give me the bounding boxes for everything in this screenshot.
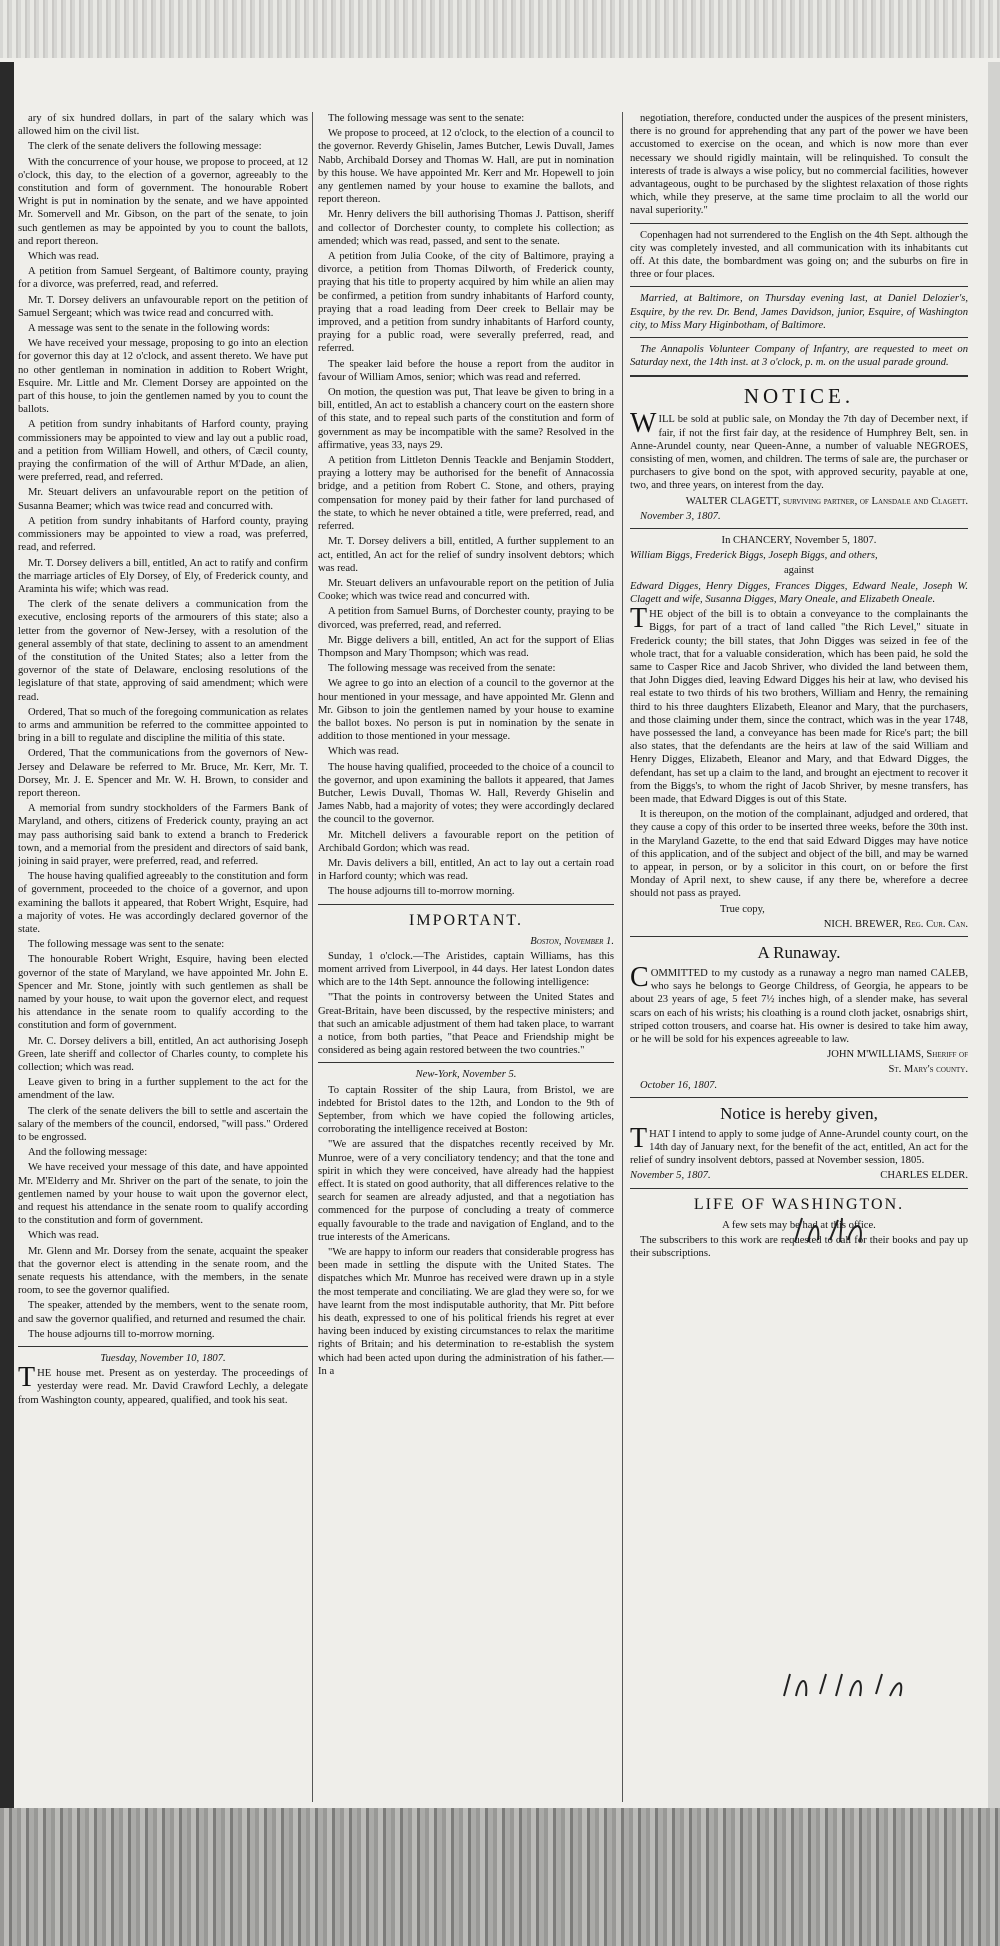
proceedings-paragraph: On motion, the question was put, That leave be given to bring in a bill, entitled, An act to establish a chancery court on the eastern shore of this state, and to repeal such parts of the constitution and form of government as may be incompatible with the same? Resolved in the affirmative, yeas 33, nays 29. xyxy=(318,387,614,451)
divider xyxy=(630,223,968,224)
proceedings-paragraph: And the following message: xyxy=(28,1147,148,1159)
divider xyxy=(318,1062,614,1063)
insolvency-heading: Notice is hereby given, xyxy=(720,1103,878,1123)
proceedings-paragraph: Ordered, That so much of the foregoing communication as relates to arms and ammunition be referred to the committee appointed to bring in a bill to regulate and discipline the militia of this state. xyxy=(18,706,308,745)
divider xyxy=(630,375,968,377)
column-2 xyxy=(318,112,614,1802)
proceedings-paragraph: A memorial from sundry stockholders of the Farmers Bank of Maryland, and others, citizens of Frederick county, praying an act may pass authorising said bank to extend a branch to Frederick town, and a memorial from the president and directors of said bank, joining in said prayer, were preferred, read, and referred. xyxy=(18,803,308,867)
divider xyxy=(630,528,968,529)
insolvency-date: November 5, 1807. xyxy=(630,1170,711,1182)
insolvency-body: THAT I intend to apply to some judge of Anne-Arundel county court, on the 14th day of January next, for the benefit of the act, entitled, An act for the relief of sundry insolvent debtors, passed at November session, 1805. xyxy=(630,1122,968,1167)
proceedings-paragraph: The following message was received from the senate: xyxy=(328,663,556,675)
proceedings-paragraph: Mr. Henry delivers the bill authorising Thomas J. Pattison, sheriff and collector of Dorchester county, to complete his collection; as amended; which was read, passed, and sent to the senate. xyxy=(318,209,614,247)
proceedings-paragraph: Which was read. xyxy=(328,746,399,758)
runaway-county: St. Mary's county. xyxy=(888,1064,968,1076)
proceedings-paragraph: A petition from Littleton Dennis Teackle and Benjamin Stoddert, praying a lottery may be authorised for the benefit of Annacossia bridge, and a petition from Robert C. Stone, and others, praying compensation for money paid by their father for land purchased of the state, to which he never obtained a title, were preferred, read, and referred. xyxy=(318,455,614,533)
proceedings-paragraph: The following message was sent to the senate: xyxy=(328,113,525,124)
copenhagen-item: Copenhagen had not surrendered to the English on the 4th Sept. although the city was completely invested, and all communication with its inhabitants cut off. At this date, the bombardment was going on; and the suburbs on fire in three or four places. xyxy=(630,229,968,281)
sale-notice-signature: WALTER CLAGETT, surviving partner, of Lansdale and Clagett. xyxy=(685,495,968,507)
runaway-date: October 16, 1807. xyxy=(640,1079,718,1091)
divider xyxy=(318,904,614,905)
divider xyxy=(630,337,968,338)
proceedings-paragraph: Mr. Steuart delivers an unfavourable report on the petition of Julia Cooke; which was twice read and concurred with. xyxy=(318,577,614,603)
chancery-signature: NICH. BREWER, Reg. Cur. Can. xyxy=(823,918,968,930)
runaway-signature: JOHN M'WILLIAMS, Sheriff of xyxy=(827,1049,968,1061)
proceedings-paragraph: A petition from sundry inhabitants of Harford county, praying commissioners may be appointed to view a road, was preferred, read, and referred. xyxy=(18,515,308,554)
chancery-body: THE object of the bill is to obtain a conveyance to the complainants the Biggs, for part of a tract of land called "the Rich Level," situate in Frederick county; the bill states, that John Digges was seized in fee of the whole tract, that for a valuable consideration, which has been paid, he sold the same to Casper Rice and Jacob Shriver, who divided the land between them, that John Digges died, leaving Edward Digges his heir at law, who devised his real estate to two thirds of his two brothers, William and Henry, the remaining third to his three daughters Elizabeth, Eleanor and Mary, that the purchasers, and those claiming under them, since the contract, which was in the year 1748, have possessed the land, a conveyance has been made for Rice's part; the bill also states, that the defendants are the heirs at law of the said William and Henry Digges, Elizabeth, Eleanor and Mary, and that Edward Digges, the defendant, has set up a claim to the land, and brought an ejectment to recover it from the Biggs's, to whom the right of Jacob Shriver, by mesne transfers, has been made, that Edward Digges is out of this State. xyxy=(630,603,968,805)
proceedings-paragraph: The clerk of the senate delivers a communication from the executive, enclosing reports of the armourers of this state; also a letter from the governor of New-Jersey, with a resolution of the general assembly of that state, declining to assent to an amendment of the constitution of the United States; also a letter from the governor of the state of Delaware, enclosing resolutions of the legislature of that state, approving of said amendment; which were read. xyxy=(18,599,308,703)
newyork-dateline: New-York, November 5. xyxy=(415,1069,517,1081)
life-body-2: The subscribers to this work are requested to call for their books and pay up their subscriptions. xyxy=(630,1234,968,1260)
sale-notice-body: WILL be sold at public sale, on Monday the 7th day of December next, if fair, if not the first fair day, at the residence of Humphrey Belt, sen. in Anne-Arundel county, near Queen-Anne, a number of valuable NEGROES, consisting of men, women, and children. The terms of sale are, the purchaser or purchasers to give bond on the spot, with approved security, payable at one, two, and three years, on interest from the day. xyxy=(630,408,968,492)
runaway-heading: A Runaway. xyxy=(757,942,841,962)
proceedings-paragraph: We have received your message, proposing to go into an election for governor this day at 12 o'clock, and assent thereto. We have put no other gentleman in nomination in addition to Robert Wright, Esquire. Mr. Little and Mr. Clement Dorsey are appointed on the part of this house, to join the gentlemen named by you to count the ballots. xyxy=(18,338,308,416)
important-heading: IMPORTANT. xyxy=(409,911,523,929)
proceedings-paragraph: The house having qualified agreeably to the constitution and form of government, proceeded to the choice of a governor, and upon examining the ballots it appeared, that Robert Wright, Esquire, had a majority of votes. He was accordingly declared governor of the state. xyxy=(18,871,308,935)
marriage-notice: Married, at Baltimore, on Thursday evening last, at Daniel Delozier's, Esquire, by the rev. Dr. Bend, James Davidson, junior, Esquire, of Washington city, to Miss Mary Higinbotham, of Baltimore. xyxy=(630,293,968,331)
session-date: Tuesday, November 10, 1807. xyxy=(100,1353,226,1365)
page-bottom-edge xyxy=(0,1808,1000,1946)
chancery-true-copy: True copy, xyxy=(720,903,765,915)
news-continued xyxy=(630,112,968,218)
sale-notice-date: November 3, 1807. xyxy=(640,510,721,522)
proceedings-paragraph: With the concurrence of your house, we propose to proceed, at 12 o'clock, this day, to the election of a governor, agreeably to the constitution and form of government. The honourable Robert Wright is put in nomination by the senate, and we have appointed Mr. Somervell and Mr. Gibson, on the part of the senate, to join such gentlemen as may be appointed by you to count the ballots, and report thereon. xyxy=(18,156,308,247)
legislative-proceedings-continued xyxy=(318,112,614,899)
proceedings-paragraph: A message was sent to the senate in the following words: xyxy=(28,323,270,335)
life-body-1: A few sets may be had at this office. xyxy=(722,1219,876,1231)
proceedings-paragraph: The clerk of the senate delivers the following message: xyxy=(28,141,262,153)
proceedings-paragraph: The following message was sent to the senate: xyxy=(28,939,225,951)
proceedings-paragraph: A petition from Samuel Burns, of Dorchester county, praying to be divorced, was preferred, read, and referred. xyxy=(318,606,614,631)
chancery-complainants: William Biggs, Frederick Biggs, Joseph Biggs, and others, xyxy=(630,550,878,562)
divider xyxy=(630,1188,968,1189)
boston-dateline: Boston, November 1. xyxy=(530,935,614,947)
proceedings-paragraph: ary of six hundred dollars, in part of the salary which was allowed him on the civil list. xyxy=(18,113,308,138)
proceedings-paragraph: We have received your message of this date, and have appointed Mr. M'Elderry and Mr. Shriver on the part of the senate, to join the gentlemen named by your house to wait upon the governor elect, and request his attendance in the senate room to qualify according to the constitution and form of government. xyxy=(18,1162,308,1227)
insolvency-footer xyxy=(630,1169,968,1182)
chancery-against: against xyxy=(783,565,814,577)
notice-heading: NOTICE. xyxy=(743,384,855,409)
proceedings-paragraph: The clerk of the senate delivers the bill to settle and ascertain the salary of the members of the council, endorsed, "will pass." Ordered to be engrossed. xyxy=(18,1105,308,1144)
volunteer-notice: The Annapolis Volunteer Company of Infantry, are requested to meet on Saturday next, the 14th inst. at 3 o'clock, p. m. on the usual parade ground. xyxy=(630,344,968,369)
divider xyxy=(18,1346,308,1347)
proceedings-paragraph: The speaker, attended by the members, went to the senate room, and saw the governor qualified, and returned and resumed the chair. xyxy=(18,1300,308,1325)
proceedings-paragraph: Ordered, That the communications from the governors of New-Jersey and Delaware be referred to Mr. Bruce, Mr. Kerr, Mr. T. Dorsey, Mr. J. E. Spencer and Mr. W. H. Brown, to consider and report thereon. xyxy=(18,748,308,799)
divider xyxy=(630,936,968,937)
proceedings-paragraph: Mr. Bigge delivers a bill, entitled, An act for the support of Elias Thompson and Mary Thompson; which was read. xyxy=(318,634,614,659)
column-rule xyxy=(312,112,313,1802)
proceedings-paragraph: Mr. Steuart delivers an unfavourable report on the petition of Susanna Beamer; which was twice read and concurred with. xyxy=(18,487,308,512)
proceedings-paragraph: A petition from Julia Cooke, of the city of Baltimore, praying a divorce, a petition from Thomas Dilworth, of Frederick county, praying that his title to property acquired by him while an alien may be confirmed, a petition from sundry inhabitants of Harford county, praying that a road leading from Deer creek to Bellair may be improved, and a petition from sundry inhabitants of Harford county, praying for a public road, were severally preferred, read, and referred. xyxy=(318,251,614,355)
newyork-news xyxy=(318,1084,614,1378)
proceedings-paragraph: A petition from sundry inhabitants of Harford county, praying commissioners may be appointed to view and lay out a public road, and a petition from William Howell, and others, of Cæcil county, praying the confirmation of the will of Arthur M'Dade, an alien, were preferred, read, and referred. xyxy=(18,419,308,484)
proceedings-paragraph: The honourable Robert Wright, Esquire, having been elected governor of the state of Maryland, we have appointed Mr. John E. Spencer and Mr. Stone, jointly with such gentlemen as shall be named by your house, to wait upon the governor elect, and request his attendance in the senate room to qualify according to the constitution and form of government. xyxy=(18,954,308,1032)
boston-paragraph: "That the points in controversy between the United States and Great-Britain, have been discussed, by the respective ministers; and that such an amicable adjustment of them had taken place, to warrant a notice, from both parties, "that Peace and Friendship might be considered as being again restored between the two countries." xyxy=(318,992,614,1057)
column-3 xyxy=(630,112,968,1802)
news-paragraph: negotiation, therefore, conducted under the auspices of the present ministers, there is no ground for apprehending that any part of the power we have been accustomed to exercise on the ocean, and which is now more than ever necessary we should rigidly maintain, will be relinquished. To consult the interests of trade is always a wise policy, but no commercial facilities, however advantageous, ought to be purchased by the slightest relaxation of those rights which, while they preserve, at the same time proclaim to all the world our naval superiority." xyxy=(630,113,968,217)
divider xyxy=(630,286,968,287)
newyork-paragraph: "We are assured that the dispatches recently received by Mr. Munroe, were of a very conciliatory tendency; and that the tone and spirit in which they were conceived, have already had the happiest effect. It is stated on good authority, that all differences relative to the search for seamen are already adjusted, and that a negotiation has commenced for the purpose of concluding a treaty of commerce equally favourable to the trade and navigation of England, and to the true interests of the Americans. xyxy=(318,1139,614,1243)
proceedings-paragraph: A petition from Samuel Sergeant, of Baltimore county, praying for a divorce, was preferred, read, and referred. xyxy=(18,266,308,291)
session-opening: THE house met. Present as on yesterday. The proceedings of yesterday were read. Mr. David Crawford Lechly, a delegate from Washington county, appeared, qualified, and took his seat. xyxy=(18,1362,308,1406)
newyork-paragraph: "We are happy to inform our readers that considerable progress has been made in settling the dispute with the United States. The dispatches which Mr. Munroe has received were drawn up in a style the most temperate and conciliating. We are glad they were so, for we have learnt from the most indisputable authority, that Mr. Pitt before his death, expressed to one of his political friends his regret at ever having been induced by existing circumstances to relax the maritime rights of Britain; and his determination to re-establish the system which had been acted upon during the administration of his father.—In a xyxy=(318,1247,614,1377)
proceedings-paragraph: Mr. T. Dorsey delivers a bill, entitled, A further supplement to an act, entitled, An act for the relief of sundry insolvent debtors; which was read. xyxy=(318,536,614,574)
proceedings-paragraph: Leave given to bring in a further supplement to the act for the amendment of the law. xyxy=(18,1077,308,1102)
legislative-proceedings xyxy=(18,112,308,1341)
insolvency-signature: CHARLES ELDER. xyxy=(880,1170,968,1182)
boston-news xyxy=(318,950,614,1058)
boston-paragraph: Sunday, 1 o'clock.—The Aristides, captain Williams, has this moment arrived from Liverpool, in 44 days. Her latest London dates which are to the 14th Sept. announce the following intelligence: xyxy=(318,950,614,989)
proceedings-paragraph: The speaker laid before the house a report from the auditor in favour of William Amos, senior; which was read and referred. xyxy=(318,358,614,383)
column-1 xyxy=(18,112,308,1802)
proceedings-paragraph: We agree to go into an election of a council to the governor at the hour mentioned in your message, and have appointed Mr. Glenn and Mr. Gibson to join the gentlemen named by your house to examine the ballot boxes. No person is put in nomination by the senate in addition to those mentioned in your message. xyxy=(318,678,614,743)
proceedings-paragraph: Mr. Glenn and Mr. Dorsey from the senate, acquaint the speaker that the governor elect is attending in the senate room, and the senate requests his attendance, with the members, in the senate room, to see the governor qualified. xyxy=(18,1245,308,1297)
chancery-heading: In CHANCERY, November 5, 1807. xyxy=(721,535,877,547)
newyork-paragraph: To captain Rossiter of the ship Laura, from Bristol, we are indebted for Bristol dates to the 12th, and London to the 9th of September, from which we have copied the following articles, corroborating the intelligence received at Boston: xyxy=(318,1084,614,1136)
chancery-order: It is thereupon, on the motion of the complainant, adjudged and ordered, that they cause a copy of this order to be inserted three weeks, before the 30th inst. in the Maryland Gazette, to the end that said Edward Digges may have notice of this application, and of the subject and object of the bill, and may be warned to appear, in person, or by a solicitor in this court, on or before the first Monday of April next, to shew cause, if any there be, wherefore a decree should not pass as prayed. xyxy=(630,809,968,900)
proceedings-paragraph: We propose to proceed, at 12 o'clock, to the election of a council to the governor. Reverdy Ghiselin, James Butcher, Lewis Duvall, James Nabb, Archibald Dorsey and Thomas W. Hall, are put in nomination by this house. We have appointed Mr. Kerr and Mr. Hopewell to join any gentlemen named by your house to examine the ballots, and report thereon. xyxy=(318,128,614,206)
proceedings-paragraph: Which was read. xyxy=(28,251,99,263)
proceedings-paragraph: Mr. Mitchell delivers a favourable report on the petition of Archibald Gordon; which was read. xyxy=(318,829,614,854)
proceedings-paragraph: Mr. T. Dorsey delivers an unfavourable report on the petition of Samuel Sergeant; which was twice read and concurred with. xyxy=(18,294,308,319)
divider xyxy=(630,1097,968,1098)
proceedings-paragraph: Mr. Davis delivers a bill, entitled, An act to lay out a certain road in Harford county; which was read. xyxy=(318,857,614,883)
handwritten-annotation xyxy=(780,1668,970,1704)
chancery-defendants: Edward Digges, Henry Digges, Frances Digges, Edward Neale, Joseph W. Clagett and wife, Susanna Digges, Mary Oneale, and Elizabeth Oneale. xyxy=(630,580,968,605)
proceedings-paragraph: The house having qualified, proceeded to the choice of a council to the governor, and upon examining the ballots it appeared, that James Butcher, Lewis Duvall, Thomas W. Hall, Reverdy Ghiselin and James Nabb, had a majority of votes; they were accordingly declared the council to the governor. xyxy=(318,761,614,826)
handwritten-annotation xyxy=(790,1212,960,1252)
proceedings-paragraph: The house adjourns till to-morrow morning. xyxy=(28,1328,215,1340)
page-top-edge xyxy=(0,0,1000,58)
life-heading: LIFE OF WASHINGTON. xyxy=(693,1195,905,1213)
proceedings-paragraph: The house adjourns till to-morrow morning. xyxy=(328,886,515,898)
proceedings-paragraph: Mr. T. Dorsey delivers a bill, entitled, An act to ratify and confirm the marriage articles of Ely Dorsey, of Ely, of Frederick county, and Araminta his wife; which was read. xyxy=(18,557,308,595)
proceedings-paragraph: Mr. C. Dorsey delivers a bill, entitled, An act authorising Joseph Green, late sheriff and collector of Charles county, to complete his collection; which was read. xyxy=(18,1035,308,1074)
runaway-body: COMMITTED to my custody as a runaway a negro man named CALEB, who says he belongs to George Childress, of Georgia, he appears to be about 23 years of age, 5 feet 7½ inches high, of a slender make, has several scars on each of his wrists; his cloathing is a round cloth jacket, osnabrigs shirt, striped cotton trousers, and coarse hat. His owner is desired to take him away, or he will be sold for his expences agreeable to law. xyxy=(630,961,968,1045)
proceedings-paragraph: Which was read. xyxy=(28,1230,99,1242)
page-right-edge xyxy=(988,62,1000,1808)
column-rule xyxy=(622,112,623,1802)
page-binding-edge xyxy=(0,62,14,1808)
